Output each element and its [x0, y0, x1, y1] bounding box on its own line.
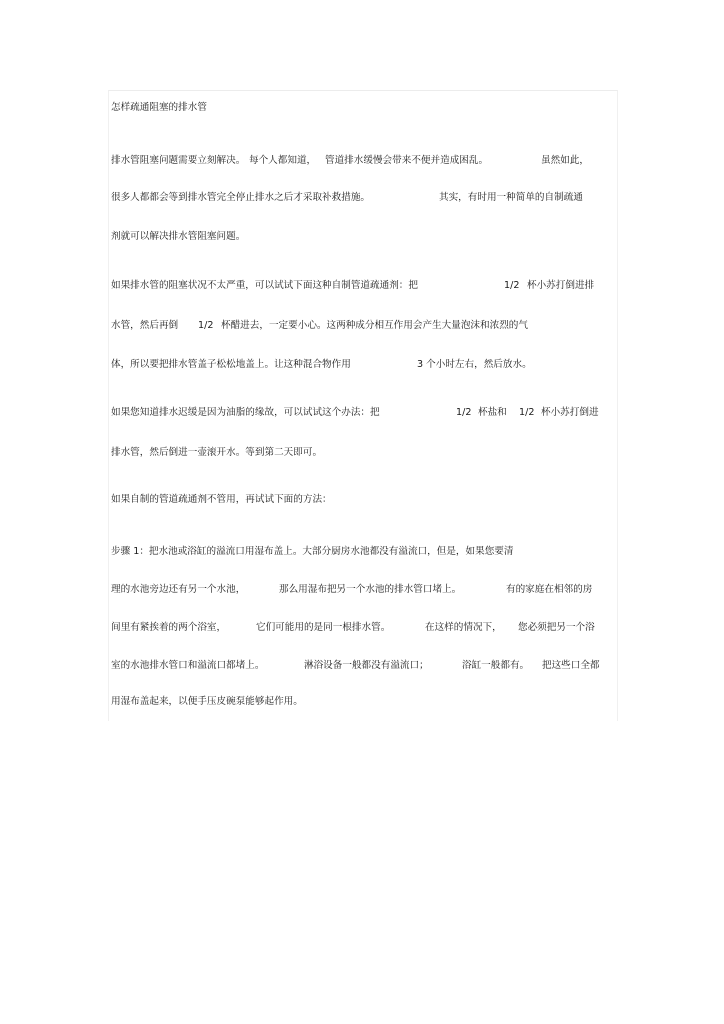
text-segment: 用湿布盖起来，以便手压皮碗泵能够起作用。 [111, 696, 303, 707]
text-segment: 1/2 [519, 407, 535, 418]
text-line [111, 358, 617, 372]
text-segment: 体，所以要把排水管盖子松松地盖上。让这种混合物作用 [111, 359, 351, 370]
text-segment: 如果自制的管道疏通剂不管用，再试试下面的方法： [111, 494, 332, 505]
text-segment: 排水管阻塞问题需要立刻解决。 [111, 155, 246, 166]
text-segment: 间里有紧挨着的两个浴室， [111, 622, 227, 633]
text-segment: 步骤 1：把水池或浴缸的溢流口用湿布盖上。大部分厨房水池都没有溢流口，但是，如果您要清 [111, 546, 514, 557]
text-segment: 在这样的情况下， [425, 622, 502, 633]
text-line [111, 695, 617, 709]
text-segment: 很多人都都会等到排水管完全停止排水之后才采取补救措施。 [111, 192, 371, 203]
text-segment: 有的家庭在相邻的房 [506, 584, 593, 595]
text-line [111, 279, 617, 293]
text-segment: 3 个小时左右，然后放水。 [417, 359, 532, 370]
text-segment: 淋浴设备一般都没有溢流口； [304, 660, 429, 671]
text-segment: 虽然如此， [541, 155, 589, 166]
document-text-area [108, 90, 618, 721]
text-line [111, 230, 617, 244]
text-segment: 如果排水管的阻塞状况不太严重，可以试试下面这种自制管道疏通剂：把 [111, 280, 418, 291]
text-line [111, 154, 617, 168]
text-line [111, 659, 617, 673]
text-segment: 那么用湿布把另一个水池的排水管口堵上。 [279, 584, 462, 595]
text-segment: 杯小苏打倒进 [541, 407, 599, 418]
text-line [111, 319, 617, 333]
text-line [111, 621, 617, 635]
text-segment: 它们可能用的是同一根排水管。 [256, 622, 391, 633]
title-text: 怎样疏通阻塞的排水管 [111, 102, 207, 113]
text-segment: 如果您知道排水迟缓是因为油脂的缘故，可以试试这个办法：把 [111, 407, 380, 418]
text-line [111, 545, 617, 559]
text-segment: 1/2 [456, 407, 472, 418]
text-line [111, 583, 617, 597]
text-segment: 管道排水缓慢会带来不便并造成困乱。 [325, 155, 489, 166]
text-segment: 把这些口全都 [542, 660, 600, 671]
text-segment: 剂就可以解决排水管阻塞问题。 [111, 231, 246, 242]
text-segment: 杯醋进去，一定要小心。这两种成分相互作用会产生大量泡沫和浓烈的气 [221, 320, 528, 331]
text-line [111, 493, 617, 507]
text-segment: 杯盐和 [478, 407, 507, 418]
text-segment: 1/2 [504, 280, 520, 291]
text-line [111, 446, 617, 460]
text-segment: 1/2 [198, 320, 214, 331]
text-segment: 排水管，然后倒进一壶滚开水。等到第二天即可。 [111, 447, 323, 458]
text-segment: 室的水池排水管口和溢流口都堵上。 [111, 660, 265, 671]
text-line [111, 191, 617, 205]
text-segment: 水管，然后再倒 [111, 320, 179, 331]
text-segment: 其实，有时用一种简单的自制疏通 [439, 192, 583, 203]
document-title [111, 101, 617, 115]
text-segment: 浴缸一般都有。 [462, 660, 530, 671]
text-segment: 理的水池旁边还有另一个水池， [111, 584, 246, 595]
text-segment: 您必须把另一个浴 [518, 622, 595, 633]
text-segment: 每个人都知道， [249, 155, 317, 166]
text-line [111, 406, 617, 420]
text-segment: 杯小苏打倒进排 [527, 280, 595, 291]
